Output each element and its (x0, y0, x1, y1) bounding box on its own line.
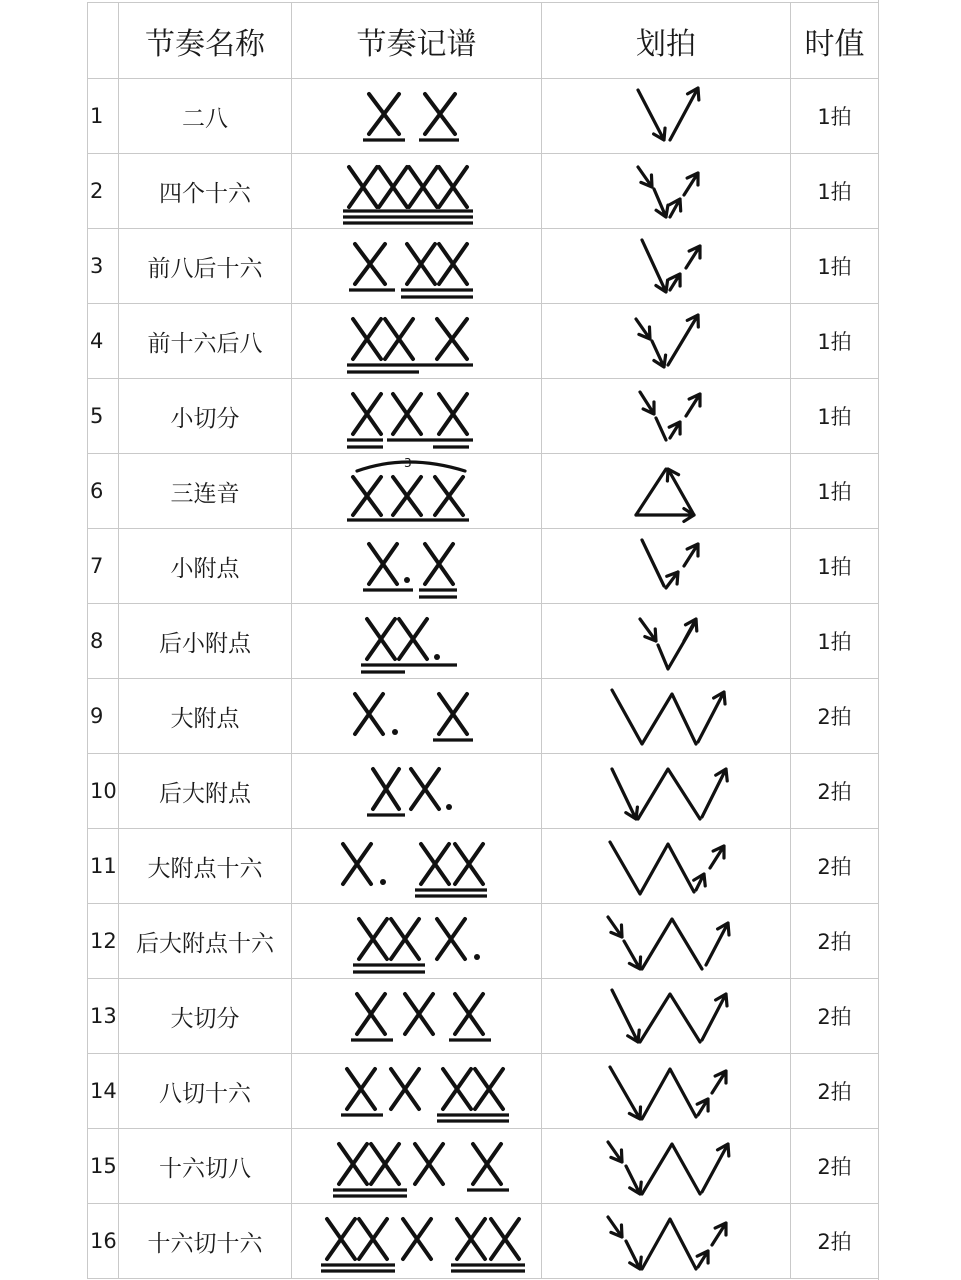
notation-figure (297, 380, 537, 452)
notation-figure (297, 680, 537, 752)
table-row (88, 79, 879, 154)
conducting-arrows-icon (546, 455, 786, 527)
row-index: 5 (88, 379, 119, 454)
rhythm-name: 大附点十六 (119, 829, 292, 904)
conducting-pattern (542, 1204, 791, 1279)
duration-beats: 2拍 (791, 829, 879, 904)
conducting-pattern (542, 679, 791, 754)
row-index: 14 (88, 1054, 119, 1129)
conducting-arrows-icon (546, 1055, 786, 1127)
duration-beats: 2拍 (791, 979, 879, 1054)
conducting-pattern (542, 829, 791, 904)
notation-figure (297, 80, 537, 152)
rhythm-name: 三连音 (119, 454, 292, 529)
triplet-mark: 3 (403, 456, 412, 470)
conducting-arrows-icon (546, 755, 786, 827)
table-row (88, 154, 879, 229)
header-duration: 时值 (791, 3, 879, 79)
rhythm-name: 大切分 (119, 979, 292, 1054)
table-row (88, 379, 879, 454)
conducting-arrows-icon (546, 380, 786, 452)
duration-beats: 2拍 (791, 754, 879, 829)
rhythm-notation (292, 754, 542, 829)
row-index: 1 (88, 79, 119, 154)
notation-figure (297, 1130, 537, 1202)
duration-beats: 1拍 (791, 229, 879, 304)
notation-figure (297, 305, 537, 377)
table-row (88, 754, 879, 829)
rhythm-notation (292, 379, 542, 454)
rhythm-notation (292, 1204, 542, 1279)
rhythm-name: 后大附点 (119, 754, 292, 829)
rhythm-notation (292, 154, 542, 229)
rhythm-name: 十六切八 (119, 1129, 292, 1204)
rhythm-name: 大附点 (119, 679, 292, 754)
header-row (88, 3, 879, 79)
conducting-pattern (542, 1054, 791, 1129)
conducting-arrows-icon (546, 155, 786, 227)
rhythm-name: 后大附点十六 (119, 904, 292, 979)
table-row (88, 1054, 879, 1129)
rhythm-notation (292, 1129, 542, 1204)
table-row (88, 229, 879, 304)
conducting-arrows-icon (546, 230, 786, 302)
duration-beats: 2拍 (791, 904, 879, 979)
rhythm-notation (292, 904, 542, 979)
table-row (88, 829, 879, 904)
conducting-pattern (542, 754, 791, 829)
conducting-pattern (542, 979, 791, 1054)
header-rhythm-notation: 节奏记谱 (292, 3, 542, 79)
table-row (88, 454, 879, 529)
duration-beats: 1拍 (791, 604, 879, 679)
row-index: 4 (88, 304, 119, 379)
duration-beats: 2拍 (791, 679, 879, 754)
header-index (88, 3, 119, 79)
conducting-pattern (542, 1129, 791, 1204)
rhythm-name: 前十六后八 (119, 304, 292, 379)
rhythm-notation (292, 829, 542, 904)
row-index: 7 (88, 529, 119, 604)
row-index: 2 (88, 154, 119, 229)
header-conducting: 划拍 (542, 3, 791, 79)
row-index: 12 (88, 904, 119, 979)
rhythm-name: 小附点 (119, 529, 292, 604)
conducting-arrows-icon (546, 905, 786, 977)
row-index: 16 (88, 1204, 119, 1279)
rhythm-notation (292, 304, 542, 379)
rhythm-notation (292, 229, 542, 304)
conducting-arrows-icon (546, 1205, 786, 1277)
row-index: 8 (88, 604, 119, 679)
duration-beats: 1拍 (791, 454, 879, 529)
rhythm-name: 四个十六 (119, 154, 292, 229)
conducting-arrows-icon (546, 980, 786, 1052)
notation-figure (297, 830, 537, 902)
rhythm-name: 二八 (119, 79, 292, 154)
conducting-arrows-icon (546, 530, 786, 602)
rhythm-notation (292, 979, 542, 1054)
conducting-pattern (542, 454, 791, 529)
row-index: 9 (88, 679, 119, 754)
rhythm-notation (292, 529, 542, 604)
conducting-pattern (542, 304, 791, 379)
row-index: 15 (88, 1129, 119, 1204)
table-row (88, 529, 879, 604)
rhythm-name: 小切分 (119, 379, 292, 454)
table-row (88, 604, 879, 679)
table-row (88, 1129, 879, 1204)
row-index: 10 (88, 754, 119, 829)
notation-figure (297, 755, 537, 827)
conducting-pattern (542, 529, 791, 604)
table-row (88, 1204, 879, 1279)
conducting-arrows-icon (546, 80, 786, 152)
rhythm-notation (292, 79, 542, 154)
header-rhythm-name: 节奏名称 (119, 3, 292, 79)
duration-beats: 2拍 (791, 1204, 879, 1279)
row-index: 13 (88, 979, 119, 1054)
notation-figure (297, 980, 537, 1052)
conducting-pattern (542, 604, 791, 679)
conducting-pattern (542, 154, 791, 229)
conducting-pattern (542, 904, 791, 979)
notation-figure (297, 1055, 537, 1127)
notation-figure (297, 905, 537, 977)
table-row (88, 304, 879, 379)
rhythm-notation (292, 1054, 542, 1129)
rhythm-table (87, 2, 879, 1279)
row-index: 6 (88, 454, 119, 529)
rhythm-name: 后小附点 (119, 604, 292, 679)
rhythm-notation (292, 604, 542, 679)
conducting-arrows-icon (546, 305, 786, 377)
conducting-pattern (542, 229, 791, 304)
duration-beats: 1拍 (791, 79, 879, 154)
rhythm-name: 前八后十六 (119, 229, 292, 304)
table-row (88, 679, 879, 754)
notation-figure (297, 230, 537, 302)
row-index: 3 (88, 229, 119, 304)
rhythm-name: 八切十六 (119, 1054, 292, 1129)
duration-beats: 1拍 (791, 304, 879, 379)
rhythm-notation (292, 679, 542, 754)
table-row (88, 979, 879, 1054)
duration-beats: 1拍 (791, 529, 879, 604)
notation-figure (297, 1205, 537, 1277)
duration-beats: 2拍 (791, 1129, 879, 1204)
conducting-arrows-icon (546, 605, 786, 677)
row-index: 11 (88, 829, 119, 904)
conducting-pattern (542, 379, 791, 454)
rhythm-notation (292, 454, 542, 529)
table-row (88, 904, 879, 979)
notation-figure (297, 530, 537, 602)
duration-beats: 2拍 (791, 1054, 879, 1129)
duration-beats: 1拍 (791, 379, 879, 454)
conducting-arrows-icon (546, 1130, 786, 1202)
duration-beats: 1拍 (791, 154, 879, 229)
conducting-arrows-icon (546, 680, 786, 752)
rhythm-name: 十六切十六 (119, 1204, 292, 1279)
conducting-arrows-icon (546, 830, 786, 902)
notation-figure (297, 155, 537, 227)
conducting-pattern (542, 79, 791, 154)
notation-figure (297, 605, 537, 677)
notation-figure (297, 455, 537, 527)
